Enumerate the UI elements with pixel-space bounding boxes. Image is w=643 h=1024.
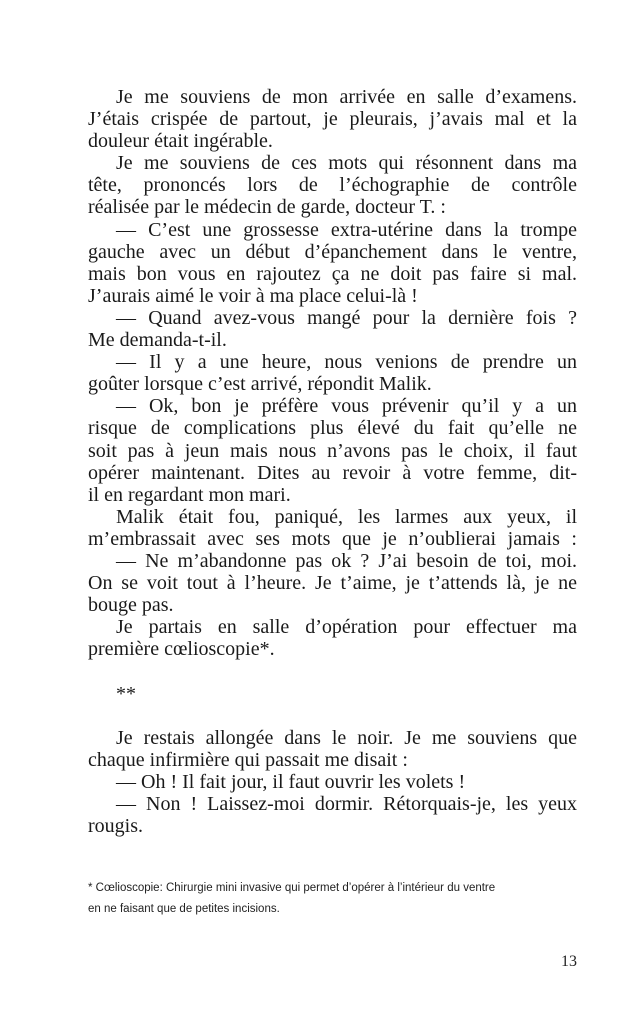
blank-line bbox=[88, 660, 577, 682]
text-line: Je partais en salle d’opération pour effectuer ma bbox=[116, 616, 577, 639]
text-line: risque de complications plus élevé du fait qu’elle ne bbox=[88, 417, 577, 440]
text-line: — Quand avez-vous mangé pour la dernière fois ? bbox=[116, 306, 577, 329]
text-line: ** bbox=[116, 682, 136, 705]
text-line: On se voit tout à l’heure. Je t’aime, je t’attends là, je ne bbox=[88, 572, 577, 595]
text-line: — Il y a une heure, nous venions de prendre un bbox=[116, 351, 577, 374]
footnote bbox=[88, 878, 577, 920]
text-line: tête, prononcés lors de l’échographie de contrôle bbox=[88, 174, 577, 197]
text-line: m’embrassait avec ses mots que je n’oublierai jamais : bbox=[88, 527, 577, 550]
text-line: réalisée par le médecin de garde, docteur T. : bbox=[88, 196, 446, 219]
text-line: Je me souviens de ces mots qui résonnent dans ma bbox=[116, 152, 577, 175]
text-line: mais bon vous en rajoutez ça ne doit pas faire si mal. bbox=[88, 262, 577, 285]
footnote-line: en ne faisant que de petites incisions. bbox=[88, 903, 280, 915]
text-line: première cœlioscopie*. bbox=[88, 638, 275, 661]
text-line: opérer maintenant. Dites au revoir à votre femme, dit- bbox=[88, 461, 577, 484]
text-line: — Ok, bon je préfère vous prévenir qu’il y a un bbox=[116, 395, 577, 418]
text-line: bouge pas. bbox=[88, 594, 174, 617]
text-line: — C’est une grossesse extra-utérine dans la trompe bbox=[116, 218, 577, 241]
text-line: Me demanda-t-il. bbox=[88, 329, 227, 352]
text-line: J’aurais aimé le voir à ma place celui-là ! bbox=[88, 284, 418, 307]
body-text bbox=[88, 86, 577, 837]
text-line: soit pas à jeun mais nous n’avons pas le choix, il faut bbox=[88, 439, 577, 462]
text-line: J’étais crispée de partout, je pleurais, j’avais mal et la bbox=[88, 108, 577, 131]
text-line: Je me souviens de mon arrivée en salle d’examens. bbox=[116, 86, 577, 108]
blank-line bbox=[88, 705, 577, 727]
text-line: — Ne m’abandonne pas ok ? J’ai besoin de toi, moi. bbox=[116, 549, 577, 572]
page-number: 13 bbox=[561, 953, 577, 970]
footnote-line: * Cœlioscopie: Chirurgie mini invasive qui permet d’opérer à l’intérieur du ventre bbox=[88, 882, 496, 894]
text-line: — Non ! Laissez-moi dormir. Rétorquais-je, les yeux bbox=[116, 793, 577, 815]
text-line: — Oh ! Il fait jour, il faut ouvrir les volets ! bbox=[116, 770, 466, 793]
text-line: Malik était fou, paniqué, les larmes aux yeux, il bbox=[116, 505, 577, 528]
text-line: rougis. bbox=[88, 815, 143, 838]
text-line: Je restais allongée dans le noir. Je me souviens que bbox=[116, 726, 577, 749]
text-line: goûter lorsque c’est arrivé, répondit Malik. bbox=[88, 373, 432, 396]
text-line: douleur était ingérable. bbox=[88, 130, 273, 153]
text-line: gauche avec un début d’épanchement dans le ventre, bbox=[88, 240, 577, 263]
text-line: il en regardant mon mari. bbox=[88, 483, 291, 506]
text-line: chaque infirmière qui passait me disait : bbox=[88, 748, 408, 771]
